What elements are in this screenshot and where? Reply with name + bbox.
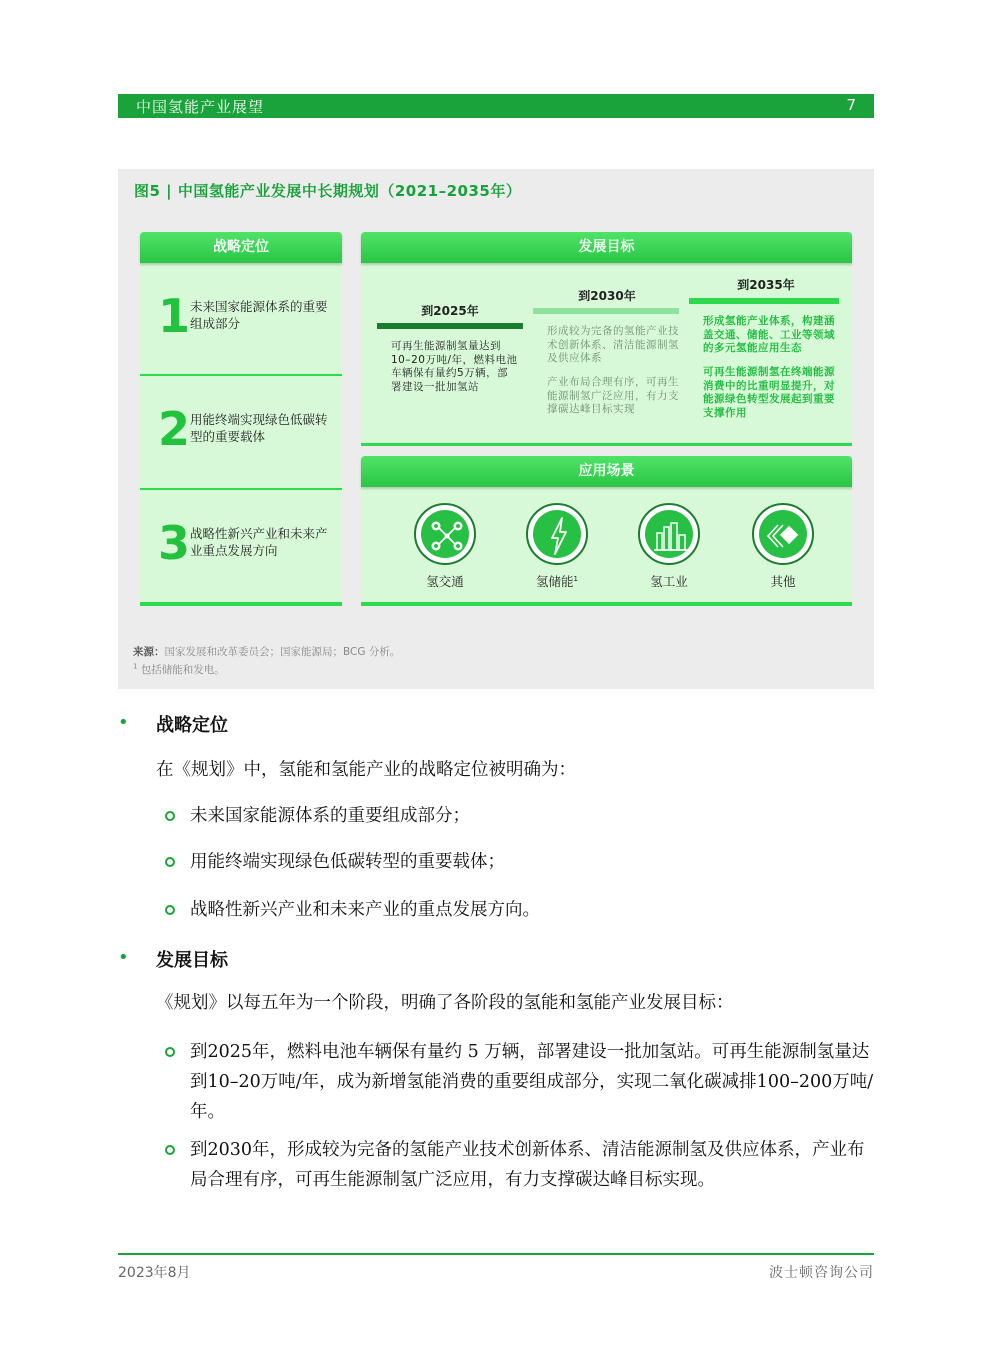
applications-panel — [361, 456, 852, 606]
strategy-text: 战略性新兴产业和未来产业重点发展方向 — [190, 526, 328, 558]
footnote-marker: 1 — [573, 574, 578, 583]
app-label: 其他 — [770, 574, 796, 589]
footer-divider — [118, 1253, 874, 1255]
goals-panel — [361, 232, 852, 446]
strategy-number: 3 — [158, 516, 191, 570]
goal-text-2030-a: 形成较为完备的氢能产业技术创新体系、清洁能源制氢及供应体系 — [547, 325, 679, 364]
sub-bullet — [165, 1145, 175, 1155]
strategy-number: 2 — [158, 402, 191, 456]
app-other — [743, 503, 823, 590]
goal-year-2030: 到2030年 — [578, 289, 636, 303]
transport-network-icon — [414, 503, 476, 565]
section-heading-strategy: 战略定位 — [156, 715, 228, 736]
header-title: 中国氢能产业展望 — [136, 98, 265, 116]
goal-text-2025: 可再生能源制氢量达到10–20万吨/年，燃料电池车辆保有量约5万辆，部署建设一批加氢站 — [391, 340, 518, 393]
footer-company: 波士顿咨询公司 — [769, 1265, 874, 1281]
diamond-arrows-icon — [752, 503, 814, 565]
goals-panel-title: 发展目标 — [361, 232, 852, 263]
bullet: • — [118, 712, 129, 733]
section-intro-goals: 《规划》以每五年为一个阶段，明确了各阶段的氢能和氢能产业发展目标： — [156, 993, 734, 1013]
strategy-panel-title: 战略定位 — [140, 232, 342, 263]
app-label: 氢工业 — [650, 574, 688, 589]
section-heading-goals: 发展目标 — [156, 950, 228, 971]
footer-date: 2023年8月 — [118, 1265, 191, 1281]
figure-source: 来源：国家发展和改革委员会；国家能源局；BCG 分析。 — [133, 646, 401, 658]
app-hydrogen-storage — [517, 503, 597, 590]
list-item: 用能终端实现绿色低碳转型的重要载体； — [190, 852, 505, 872]
sub-bullet — [165, 857, 175, 867]
list-item: 到2030年，形成较为完备的氢能产业技术创新体系、清洁能源制氢及供应体系，产业布局合理有序，可再生能源制氢广泛应用，有力支撑碳达峰目标实现。 — [190, 1140, 865, 1190]
list-item: 未来国家能源体系的重要组成部分； — [190, 806, 470, 826]
strategy-item-1 — [140, 263, 342, 375]
bullet: • — [118, 947, 129, 968]
goal-year-2035: 到2035年 — [737, 278, 795, 292]
list-item: 到2025年，燃料电池车辆保有量约 5 万辆，部署建设一批加氢站。可再生能源制氢量达到10–20万吨/年，成为新增氢能消费的重要组成部分，实现二氧化碳减排100–200万吨/年。 — [190, 1042, 874, 1122]
goal-text-2035-b: 可再生能源制氢在终端能源消费中的比重明显提升，对能源绿色转型发展起到重要支撑作用 — [703, 366, 835, 419]
list-item: 战略性新兴产业和未来产业的重点发展方向。 — [190, 900, 540, 920]
strategy-text: 用能终端实现绿色低碳转型的重要载体 — [190, 412, 328, 444]
app-label: 氢储能$^1$ — [536, 574, 578, 589]
strategy-number: 1 — [158, 289, 191, 343]
figure-5 — [118, 169, 874, 689]
header-bar — [118, 94, 874, 118]
strategy-item-3 — [140, 490, 342, 602]
goal-bracket-2030 — [533, 308, 679, 314]
strategy-panel — [140, 232, 342, 606]
sub-bullet — [165, 811, 175, 821]
figure-title: 图5 | 中国氢能产业发展中长期规划（2021–2035年） — [134, 182, 522, 200]
applications-panel-title: 应用场景 — [361, 456, 852, 487]
goal-text-2035-a: 形成氢能产业体系，构建涵盖交通、储能、工业等领域的多元氢能应用生态 — [703, 315, 835, 354]
app-label: 氢交通 — [426, 574, 464, 589]
figure-footnote: $^1$ 包括储能和发电。 — [133, 662, 225, 676]
factory-icon — [638, 503, 700, 565]
sub-bullet — [165, 905, 175, 915]
goal-bracket-2025 — [377, 323, 523, 329]
app-hydrogen-transport — [405, 503, 485, 590]
app-hydrogen-industry — [629, 503, 709, 590]
sub-bullet — [165, 1047, 175, 1057]
lightning-bolt-icon — [526, 503, 588, 565]
section-intro-strategy: 在《规划》中，氢能和氢能产业的战略定位被明确为： — [156, 760, 576, 780]
strategy-text: 未来国家能源体系的重要组成部分 — [190, 299, 328, 331]
goal-text-2030-b: 产业布局合理有序，可再生能源制氢广泛应用，有力支撑碳达峰目标实现 — [547, 376, 679, 415]
goal-year-2025: 到2025年 — [421, 304, 479, 318]
strategy-item-2 — [140, 376, 342, 488]
page-number: 7 — [846, 96, 856, 114]
goal-bracket-2035 — [689, 298, 839, 304]
